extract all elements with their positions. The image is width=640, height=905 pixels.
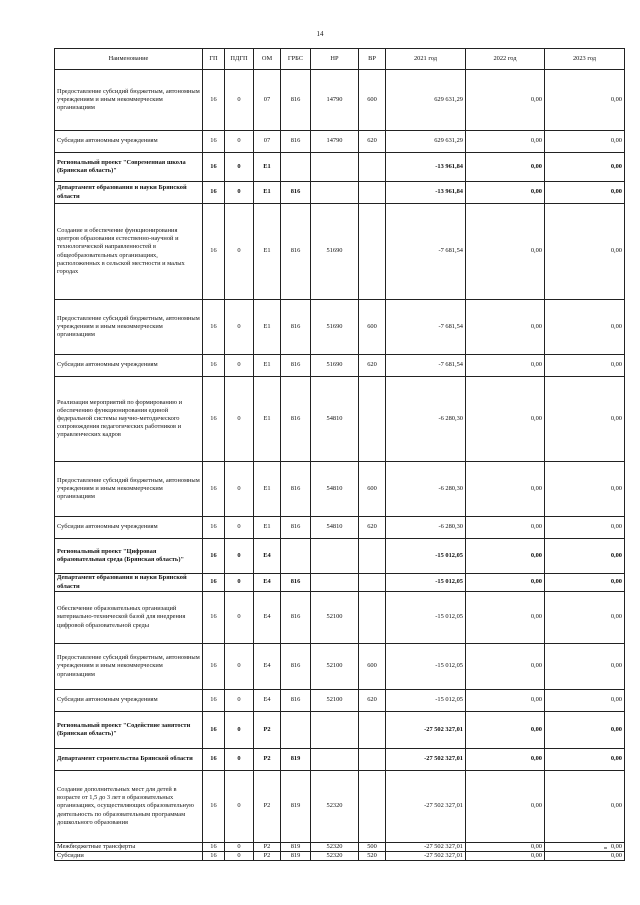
cell-grbs: 816 bbox=[281, 204, 311, 300]
cell-vr: 600 bbox=[359, 70, 386, 131]
cell-gp: 16 bbox=[203, 153, 225, 182]
cell-vr: 500 bbox=[359, 843, 386, 852]
cell-om: P2 bbox=[254, 749, 281, 771]
cell-y2021: -6 280,30 bbox=[386, 462, 466, 517]
cell-gp: 16 bbox=[203, 70, 225, 131]
cell-y2023: 0,00 bbox=[545, 749, 625, 771]
cell-vr: 600 bbox=[359, 300, 386, 355]
cell-pdgp: 0 bbox=[225, 690, 254, 712]
cell-om: E1 bbox=[254, 355, 281, 377]
table-row bbox=[55, 462, 625, 517]
table-row bbox=[55, 153, 625, 182]
cell-vr: 600 bbox=[359, 644, 386, 690]
cell-y2021: -7 681,54 bbox=[386, 204, 466, 300]
cell-name: Субсидии автономным учреждениям bbox=[55, 131, 203, 153]
cell-y2022: 0,00 bbox=[466, 182, 545, 204]
cell-pdgp: 0 bbox=[225, 749, 254, 771]
cell-gp: 16 bbox=[203, 131, 225, 153]
cell-y2023: 0,00 bbox=[545, 182, 625, 204]
cell-nr bbox=[311, 539, 359, 574]
cell-om: P2 bbox=[254, 771, 281, 843]
cell-nr bbox=[311, 574, 359, 592]
table-row bbox=[55, 131, 625, 153]
cell-name: Обеспечение образовательных организаций материально-технической базой для внедрения цифровой образовательной среды bbox=[55, 592, 203, 644]
cell-gp: 16 bbox=[203, 843, 225, 852]
cell-grbs: 819 bbox=[281, 843, 311, 852]
cell-pdgp: 0 bbox=[225, 574, 254, 592]
budget-table bbox=[54, 48, 625, 861]
cell-gp: 16 bbox=[203, 690, 225, 712]
cell-grbs: 816 bbox=[281, 300, 311, 355]
cell-pdgp: 0 bbox=[225, 843, 254, 852]
cell-vr: 620 bbox=[359, 517, 386, 539]
cell-om: E1 bbox=[254, 153, 281, 182]
cell-pdgp: 0 bbox=[225, 377, 254, 462]
cell-name: Межбюджетные трансферты bbox=[55, 843, 203, 852]
cell-pdgp: 0 bbox=[225, 300, 254, 355]
cell-om: E1 bbox=[254, 204, 281, 300]
cell-y2021: -7 681,54 bbox=[386, 300, 466, 355]
cell-y2021: -15 012,05 bbox=[386, 539, 466, 574]
table-row bbox=[55, 843, 625, 852]
cell-vr: 620 bbox=[359, 355, 386, 377]
cell-pdgp: 0 bbox=[225, 644, 254, 690]
cell-y2021: -15 012,05 bbox=[386, 690, 466, 712]
cell-om: E4 bbox=[254, 690, 281, 712]
cell-y2023: 0,00 bbox=[545, 690, 625, 712]
cell-grbs: 816 bbox=[281, 182, 311, 204]
cell-grbs: 819 bbox=[281, 852, 311, 861]
cell-nr: 52320 bbox=[311, 852, 359, 861]
cell-y2021: -7 681,54 bbox=[386, 355, 466, 377]
cell-y2021: -13 961,84 bbox=[386, 182, 466, 204]
cell-pdgp: 0 bbox=[225, 70, 254, 131]
cell-name: Реализация мероприятий по формированию и обеспечению функционирования единой федеральной системы научно-методического сопровождения педагогических работников и управленческих кадров bbox=[55, 377, 203, 462]
cell-y2023: 0,00 bbox=[545, 204, 625, 300]
cell-y2023: 0,00 bbox=[545, 517, 625, 539]
column-header: 2023 год bbox=[545, 49, 625, 70]
table-row bbox=[55, 852, 625, 861]
cell-vr bbox=[359, 182, 386, 204]
column-header: Наименование bbox=[55, 49, 203, 70]
cell-nr: 14790 bbox=[311, 70, 359, 131]
cell-y2022: 0,00 bbox=[466, 644, 545, 690]
table-header-row bbox=[55, 49, 625, 70]
cell-y2023: 0,00 bbox=[545, 592, 625, 644]
table-row bbox=[55, 712, 625, 749]
cell-y2022: 0,00 bbox=[466, 131, 545, 153]
cell-grbs: 816 bbox=[281, 462, 311, 517]
table-row bbox=[55, 355, 625, 377]
cell-grbs: 816 bbox=[281, 690, 311, 712]
cell-grbs: 816 bbox=[281, 644, 311, 690]
cell-y2022: 0,00 bbox=[466, 300, 545, 355]
cell-om: E1 bbox=[254, 377, 281, 462]
cell-gp: 16 bbox=[203, 771, 225, 843]
cell-y2021: -27 502 327,01 bbox=[386, 749, 466, 771]
cell-y2021: -15 012,05 bbox=[386, 644, 466, 690]
cell-y2022: 0,00 bbox=[466, 153, 545, 182]
cell-nr: 51690 bbox=[311, 355, 359, 377]
cell-y2022: 0,00 bbox=[466, 574, 545, 592]
cell-nr: 54810 bbox=[311, 462, 359, 517]
cell-grbs bbox=[281, 153, 311, 182]
cell-y2023: 0,00 bbox=[545, 644, 625, 690]
cell-name: Субсидии автономным учреждениям bbox=[55, 690, 203, 712]
column-header: ГРБС bbox=[281, 49, 311, 70]
cell-y2023: 0,00 bbox=[545, 300, 625, 355]
cell-y2021: -27 502 327,01 bbox=[386, 771, 466, 843]
cell-y2021: -6 280,30 bbox=[386, 377, 466, 462]
cell-gp: 16 bbox=[203, 204, 225, 300]
cell-vr: 600 bbox=[359, 462, 386, 517]
cell-grbs: 816 bbox=[281, 517, 311, 539]
cell-y2022: 0,00 bbox=[466, 690, 545, 712]
cell-y2023: 0,00 bbox=[545, 539, 625, 574]
cell-gp: 16 bbox=[203, 712, 225, 749]
cell-pdgp: 0 bbox=[225, 131, 254, 153]
cell-om: E1 bbox=[254, 182, 281, 204]
cell-om: E1 bbox=[254, 300, 281, 355]
cell-nr: 52100 bbox=[311, 644, 359, 690]
cell-pdgp: 0 bbox=[225, 182, 254, 204]
cell-y2022: 0,00 bbox=[466, 377, 545, 462]
cell-pdgp: 0 bbox=[225, 852, 254, 861]
cell-y2023: 0,00 bbox=[545, 70, 625, 131]
table-row bbox=[55, 539, 625, 574]
cell-gp: 16 bbox=[203, 377, 225, 462]
cell-y2023: 0,00 bbox=[545, 355, 625, 377]
column-header: 2022 год bbox=[466, 49, 545, 70]
cell-nr: 52320 bbox=[311, 771, 359, 843]
cell-grbs: 816 bbox=[281, 377, 311, 462]
cell-vr bbox=[359, 377, 386, 462]
cell-gp: 16 bbox=[203, 644, 225, 690]
cell-grbs bbox=[281, 539, 311, 574]
table-row bbox=[55, 690, 625, 712]
cell-y2023: 0,00 bbox=[545, 771, 625, 843]
cell-y2023: 0,00 bbox=[545, 462, 625, 517]
cell-name: Субсидии bbox=[55, 852, 203, 861]
page-number: 14 bbox=[316, 30, 324, 38]
cell-name: Департамент образования и науки Брянской области bbox=[55, 574, 203, 592]
cell-vr bbox=[359, 771, 386, 843]
cell-gp: 16 bbox=[203, 355, 225, 377]
cell-name: Предоставление субсидий бюджетным, автономным учреждениям и иным некоммерческим организациям bbox=[55, 300, 203, 355]
cell-pdgp: 0 bbox=[225, 153, 254, 182]
column-header: НР bbox=[311, 49, 359, 70]
cell-y2022: 0,00 bbox=[466, 539, 545, 574]
cell-y2021: -27 502 327,01 bbox=[386, 852, 466, 861]
cell-gp: 16 bbox=[203, 592, 225, 644]
cell-name: Департамент строительства Брянской области bbox=[55, 749, 203, 771]
cell-name: Региональный проект "Цифровая образовательная среда (Брянская область)" bbox=[55, 539, 203, 574]
cell-y2023: 0,00 bbox=[545, 131, 625, 153]
table-row bbox=[55, 300, 625, 355]
cell-vr bbox=[359, 539, 386, 574]
cell-pdgp: 0 bbox=[225, 712, 254, 749]
cell-pdgp: 0 bbox=[225, 771, 254, 843]
cell-y2023: 0,00 bbox=[545, 712, 625, 749]
cell-y2023: 0,00 bbox=[545, 153, 625, 182]
cell-y2022: 0,00 bbox=[466, 204, 545, 300]
cell-y2022: 0,00 bbox=[466, 749, 545, 771]
table-row bbox=[55, 574, 625, 592]
cell-grbs bbox=[281, 712, 311, 749]
table-row bbox=[55, 204, 625, 300]
cell-om: E1 bbox=[254, 462, 281, 517]
cell-name: Департамент образования и науки Брянской области bbox=[55, 182, 203, 204]
cell-om: 07 bbox=[254, 131, 281, 153]
cell-nr bbox=[311, 749, 359, 771]
cell-om: P2 bbox=[254, 712, 281, 749]
cell-name: Создание дополнительных мест для детей в возрасте от 1,5 до 3 лет в образовательных организациях, осуществляющих образовательную деятельность по образовательным программам дошкольного образования bbox=[55, 771, 203, 843]
cell-om: P2 bbox=[254, 852, 281, 861]
cell-vr bbox=[359, 592, 386, 644]
cell-y2021: 629 631,29 bbox=[386, 131, 466, 153]
cell-pdgp: 0 bbox=[225, 592, 254, 644]
cell-om: P2 bbox=[254, 843, 281, 852]
cell-grbs: 816 bbox=[281, 574, 311, 592]
column-header: ВР bbox=[359, 49, 386, 70]
cell-nr bbox=[311, 182, 359, 204]
cell-nr: 54810 bbox=[311, 377, 359, 462]
cell-nr: 52320 bbox=[311, 843, 359, 852]
cell-y2021: -27 502 327,01 bbox=[386, 843, 466, 852]
cell-vr bbox=[359, 574, 386, 592]
cell-pdgp: 0 bbox=[225, 204, 254, 300]
cell-y2022: 0,00 bbox=[466, 462, 545, 517]
cell-grbs: 819 bbox=[281, 749, 311, 771]
cell-y2021: -15 012,05 bbox=[386, 574, 466, 592]
cell-gp: 16 bbox=[203, 462, 225, 517]
cell-name: Субсидии автономным учреждениям bbox=[55, 355, 203, 377]
cell-y2022: 0,00 bbox=[466, 843, 545, 852]
cell-name: Региональный проект "Содействие занятости (Брянская область)" bbox=[55, 712, 203, 749]
cell-y2021: -13 961,84 bbox=[386, 153, 466, 182]
column-header: ГП bbox=[203, 49, 225, 70]
cell-nr: 51690 bbox=[311, 300, 359, 355]
cell-pdgp: 0 bbox=[225, 539, 254, 574]
cell-nr bbox=[311, 153, 359, 182]
cell-grbs: 819 bbox=[281, 771, 311, 843]
table-row bbox=[55, 749, 625, 771]
cell-y2021: 629 631,29 bbox=[386, 70, 466, 131]
cell-y2022: 0,00 bbox=[466, 355, 545, 377]
cell-y2022: 0,00 bbox=[466, 771, 545, 843]
table-row bbox=[55, 592, 625, 644]
cell-y2023: 0,00 bbox=[545, 852, 625, 861]
table-row bbox=[55, 70, 625, 131]
cell-y2022: 0,00 bbox=[466, 712, 545, 749]
table-row bbox=[55, 771, 625, 843]
cell-pdgp: 0 bbox=[225, 355, 254, 377]
cell-nr: 54810 bbox=[311, 517, 359, 539]
cell-name: Субсидии автономным учреждениям bbox=[55, 517, 203, 539]
cell-vr: 620 bbox=[359, 690, 386, 712]
cell-y2022: 0,00 bbox=[466, 592, 545, 644]
table-row bbox=[55, 377, 625, 462]
cell-vr bbox=[359, 153, 386, 182]
cell-y2022: 0,00 bbox=[466, 70, 545, 131]
cell-nr: 52100 bbox=[311, 690, 359, 712]
cell-y2021: -6 280,30 bbox=[386, 517, 466, 539]
cell-y2022: 0,00 bbox=[466, 852, 545, 861]
cell-name: Создание и обеспечение функционирования центров образования естественно-научной и технологической направленностей в общеобразовательных организациях, расположенных в сельской местности и малых городах bbox=[55, 204, 203, 300]
cell-gp: 16 bbox=[203, 852, 225, 861]
cell-gp: 16 bbox=[203, 574, 225, 592]
cell-y2021: -15 012,05 bbox=[386, 592, 466, 644]
cell-vr: 520 bbox=[359, 852, 386, 861]
cell-name: Предоставление субсидий бюджетным, автономным учреждениям и иным некоммерческим организациям bbox=[55, 462, 203, 517]
cell-gp: 16 bbox=[203, 539, 225, 574]
scan-mark bbox=[604, 847, 607, 849]
cell-name: Предоставление субсидий бюджетным, автономным учреждениям и иным некоммерческим организациям bbox=[55, 644, 203, 690]
cell-nr bbox=[311, 712, 359, 749]
cell-y2022: 0,00 bbox=[466, 517, 545, 539]
cell-vr bbox=[359, 749, 386, 771]
cell-gp: 16 bbox=[203, 517, 225, 539]
cell-grbs: 816 bbox=[281, 592, 311, 644]
cell-name: Предоставление субсидий бюджетным, автономным учреждениям и иным некоммерческим организациям bbox=[55, 70, 203, 131]
cell-grbs: 816 bbox=[281, 355, 311, 377]
table-row bbox=[55, 517, 625, 539]
cell-gp: 16 bbox=[203, 182, 225, 204]
cell-vr bbox=[359, 204, 386, 300]
cell-om: E4 bbox=[254, 644, 281, 690]
cell-om: E4 bbox=[254, 592, 281, 644]
cell-nr: 14790 bbox=[311, 131, 359, 153]
cell-grbs: 816 bbox=[281, 70, 311, 131]
cell-nr: 52100 bbox=[311, 592, 359, 644]
cell-y2023: 0,00 bbox=[545, 843, 625, 852]
cell-vr bbox=[359, 712, 386, 749]
cell-om: 07 bbox=[254, 70, 281, 131]
table-row bbox=[55, 644, 625, 690]
cell-y2021: -27 502 327,01 bbox=[386, 712, 466, 749]
cell-grbs: 816 bbox=[281, 131, 311, 153]
cell-om: E4 bbox=[254, 574, 281, 592]
cell-y2023: 0,00 bbox=[545, 574, 625, 592]
cell-nr: 51690 bbox=[311, 204, 359, 300]
cell-vr: 620 bbox=[359, 131, 386, 153]
cell-pdgp: 0 bbox=[225, 517, 254, 539]
cell-gp: 16 bbox=[203, 749, 225, 771]
table-row bbox=[55, 182, 625, 204]
cell-om: E4 bbox=[254, 539, 281, 574]
column-header: ОМ bbox=[254, 49, 281, 70]
cell-pdgp: 0 bbox=[225, 462, 254, 517]
column-header: 2021 год bbox=[386, 49, 466, 70]
cell-y2023: 0,00 bbox=[545, 377, 625, 462]
cell-gp: 16 bbox=[203, 300, 225, 355]
column-header: ПДГП bbox=[225, 49, 254, 70]
cell-om: E1 bbox=[254, 517, 281, 539]
cell-name: Региональный проект "Современная школа (Брянская область)" bbox=[55, 153, 203, 182]
